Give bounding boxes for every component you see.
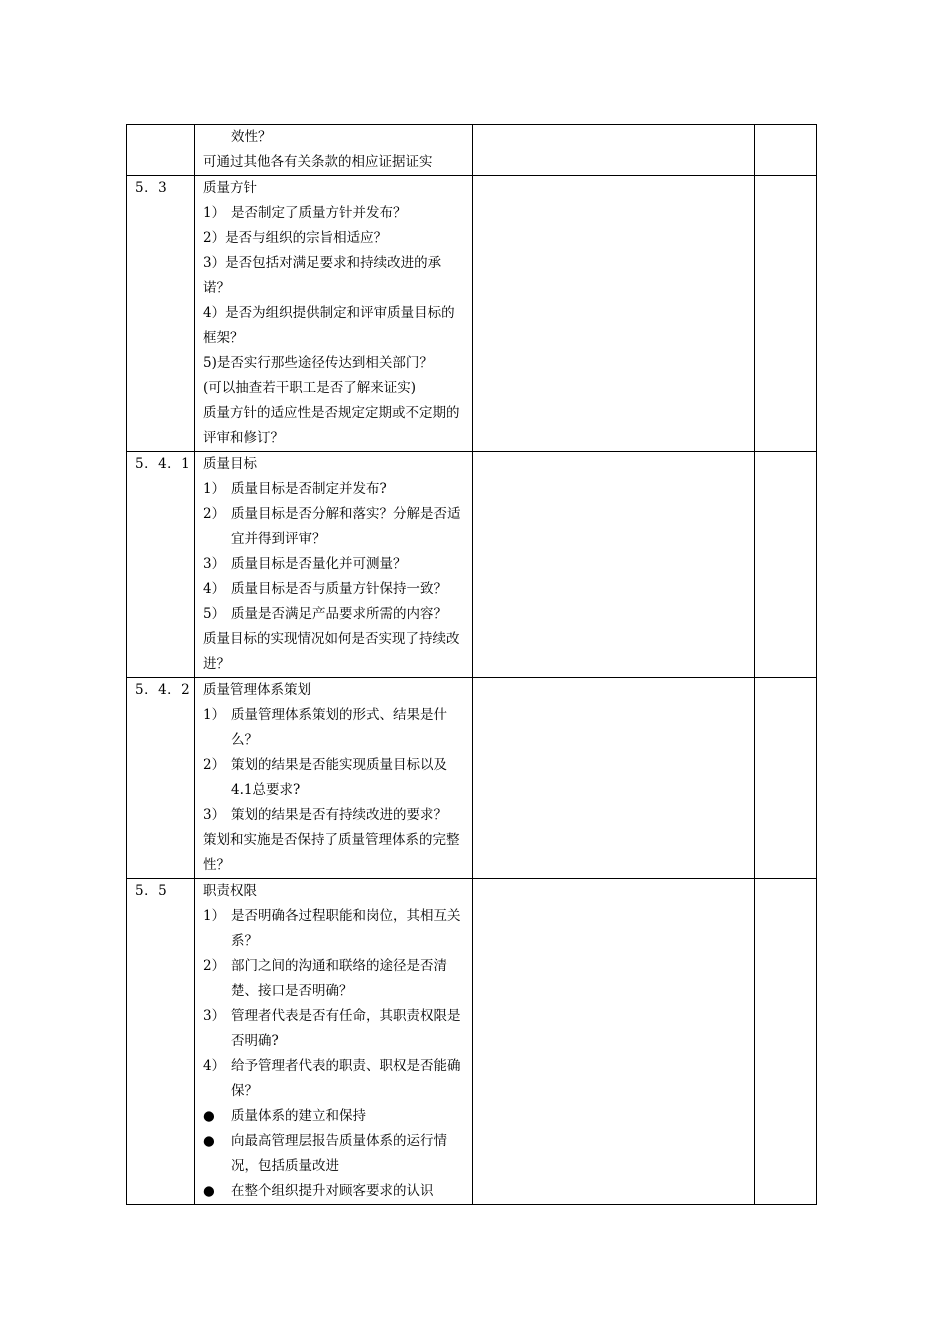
item-marker: 3）	[203, 1008, 226, 1024]
item-text: 质量目标是否分解和落实？分解是否适宜并得到评审？	[231, 506, 461, 547]
result-cell[interactable]	[755, 678, 817, 879]
list-item	[203, 201, 466, 226]
table-row	[127, 452, 817, 678]
item-marker: 2）	[203, 506, 226, 522]
section-title: 质量方针	[203, 180, 257, 196]
item-marker: 4）	[203, 305, 226, 321]
item-marker: 5)	[203, 355, 217, 371]
record-cell[interactable]	[473, 879, 755, 1205]
list-item	[203, 351, 466, 376]
table-row	[127, 678, 817, 879]
item-text: 是否包括对满足要求和持续改进的承诺？	[203, 255, 442, 296]
item-text: 质量是否满足产品要求所需的内容？	[231, 606, 447, 622]
list-item	[203, 803, 466, 828]
list-item	[203, 251, 466, 301]
list-item	[203, 904, 466, 954]
bullet-icon: ●	[203, 1183, 215, 1199]
bullet-icon: ●	[203, 1133, 215, 1149]
audit-content	[195, 678, 473, 879]
clause-number: 5．5	[127, 879, 195, 1205]
list-item	[203, 602, 466, 627]
section-title: 质量目标	[203, 456, 257, 472]
item-text: 质量体系的建立和保持	[231, 1108, 366, 1124]
item-marker: 2）	[203, 958, 226, 974]
item-marker: 3）	[203, 255, 226, 271]
item-text: 质量目标是否与质量方针保持一致？	[231, 581, 447, 597]
item-text: 策划的结果是否能实现质量目标以及4.1总要求?	[231, 757, 447, 798]
note-line: 质量方针的适应性是否规定定期或不定期的评审和修订？	[203, 405, 460, 446]
item-marker: 1）	[203, 908, 226, 924]
item-text: 是否明确各过程职能和岗位，其相互关系？	[231, 908, 461, 949]
item-marker: 4）	[203, 581, 226, 597]
list-item	[203, 577, 466, 602]
audit-content	[195, 452, 473, 678]
section-title: 质量管理体系策划	[203, 682, 311, 698]
list-item	[203, 753, 466, 803]
content-line: 可通过其他各有关条款的相应证据证实	[203, 154, 433, 170]
table-row	[127, 879, 817, 1205]
clause-number: 5．4．1	[127, 452, 195, 678]
result-cell[interactable]	[755, 879, 817, 1205]
item-text: 给予管理者代表的职责、职权是否能确保？	[231, 1058, 461, 1099]
item-text: 质量管理体系策划的形式、结果是什么？	[231, 707, 447, 748]
item-text: 向最高管理层报告质量体系的运行情况，包括质量改进	[231, 1133, 447, 1174]
item-text: 质量目标是否制定并发布?	[231, 481, 387, 497]
bullet-item	[203, 1179, 466, 1204]
item-marker: 5）	[203, 606, 226, 622]
item-text: 是否与组织的宗旨相适应？	[225, 230, 388, 246]
list-item	[203, 502, 466, 552]
clause-number	[127, 125, 195, 176]
item-text: 是否实行那些途径传达到相关部门？	[216, 355, 433, 371]
item-text: 在整个组织提升对顾客要求的认识	[231, 1183, 434, 1199]
note-line: 质量目标的实现情况如何是否实现了持续改进？	[203, 631, 460, 672]
content-line: 效性？	[231, 129, 272, 145]
audit-checklist-table	[126, 124, 817, 1205]
note-line: (可以抽查若干职工是否了解来证实)	[203, 380, 417, 396]
audit-content	[195, 879, 473, 1205]
list-item	[203, 552, 466, 577]
bullet-item	[203, 1104, 466, 1129]
item-text: 是否制定了质量方针并发布？	[231, 205, 407, 221]
audit-content	[195, 176, 473, 452]
list-item	[203, 954, 466, 1004]
item-marker: 4）	[203, 1058, 226, 1074]
item-marker: 1）	[203, 205, 226, 221]
list-item	[203, 301, 466, 351]
record-cell[interactable]	[473, 176, 755, 452]
item-marker: 1）	[203, 707, 226, 723]
clause-number: 5．4．2	[127, 678, 195, 879]
item-marker: 3）	[203, 556, 226, 572]
result-cell[interactable]	[755, 452, 817, 678]
list-item	[203, 226, 466, 251]
record-cell[interactable]	[473, 678, 755, 879]
list-item	[203, 1054, 466, 1104]
item-text: 是否为组织提供制定和评审质量目标的框架？	[203, 305, 455, 346]
list-item	[203, 1004, 466, 1054]
item-marker: 2）	[203, 230, 226, 246]
section-title: 职责权限	[203, 883, 257, 899]
item-text: 策划的结果是否有持续改进的要求？	[231, 807, 447, 823]
note-line: 策划和实施是否保持了质量管理体系的完整性？	[203, 832, 460, 873]
result-cell[interactable]	[755, 125, 817, 176]
result-cell[interactable]	[755, 176, 817, 452]
list-item	[203, 477, 466, 502]
record-cell[interactable]	[473, 452, 755, 678]
item-text: 管理者代表是否有任命，其职责权限是否明确?	[231, 1008, 461, 1049]
bullet-item	[203, 1129, 466, 1179]
audit-content	[195, 125, 473, 176]
clause-number: 5．3	[127, 176, 195, 452]
item-marker: 1）	[203, 481, 226, 497]
item-marker: 2）	[203, 757, 226, 773]
list-item	[203, 703, 466, 753]
record-cell[interactable]	[473, 125, 755, 176]
item-marker: 3）	[203, 807, 226, 823]
bullet-icon: ●	[203, 1108, 215, 1124]
table-row	[127, 176, 817, 452]
item-text: 部门之间的沟通和联络的途径是否清楚、接口是否明确？	[231, 958, 447, 999]
table-row	[127, 125, 817, 176]
item-text: 质量目标是否量化并可测量？	[231, 556, 407, 572]
